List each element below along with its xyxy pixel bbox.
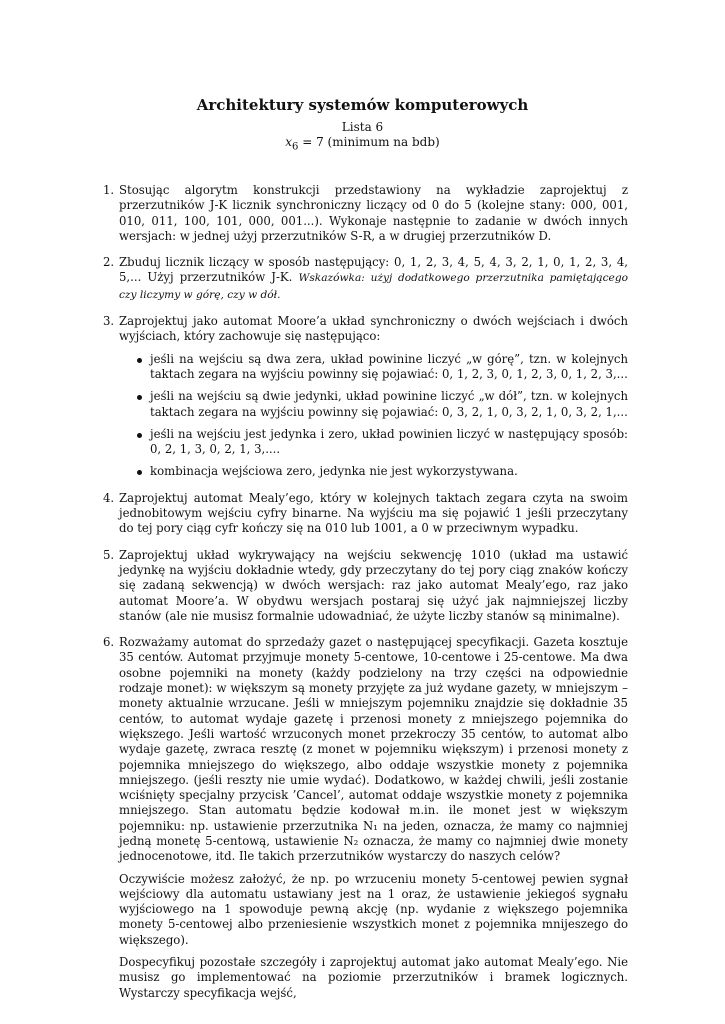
bullet-dot-icon <box>137 395 142 400</box>
problem-item <box>103 491 628 537</box>
problem-number: 2. <box>103 255 115 270</box>
minimum-note <box>0 135 725 152</box>
document-title: Architektury systemów komputerowych <box>196 96 529 114</box>
problem-paragraph: Oczywiście możesz założyć, że np. po wrzuceniu monety 5-centowej pewien sygnał wejściowy dla automatu ustawiany jest na 1 oraz, że ustawienie jekiegoś sygnału wyjściowego na 1 spowoduje pewną akcję (np. wydanie z większego pojemnika monety 5-centowej albo przeniesienie wszystkich monet z pojemnika mnijeszego do większego). <box>119 871 628 947</box>
problem-item <box>103 635 628 1001</box>
problem-number: 1. <box>103 183 115 197</box>
problem-item <box>103 314 628 480</box>
problem-text: Zbuduj licznik liczący w sposób następujący: 0, 1, 2, 3, 4, 5, 4, 3, 2, 1, 0, 1, 2, 3, 4, 5,... Użyj przerzutników J-K. <box>119 255 628 285</box>
variable-subscript: 6 <box>292 141 299 153</box>
bullet-dot-icon <box>137 433 142 438</box>
problem-item <box>103 183 628 244</box>
minimum-note-text: = 7 (minimum na bdb) <box>298 135 440 149</box>
problem-number: 5. <box>103 547 115 562</box>
bullet-item <box>119 427 628 458</box>
problem-item <box>103 255 628 303</box>
problem-number: 6. <box>103 635 115 650</box>
problem-text: Zaprojektuj układ wykrywający na wejściu sekwencję 1010 (układ ma ustawić jedynkę na wyjściu dokładnie wtedy, gdy przeczytany do tej pory ciąg znaków kończy się zadaną sekwencją) w dwóch wersjach: raz jako automat Mealy’ego, raz jako automat Moore’a. W obydwu wersjach postaraj się użyć jak najmniejszej liczby stanów (ale nie musisz formalnie udowadniać, że użyte liczby stanów są minimalne). <box>119 547 628 623</box>
list-label: Lista 6 <box>341 120 384 134</box>
problem-paragraph: Rozważamy automat do sprzedaży gazet o następującej specyfikacji. Gazeta kosztuje 35 centów. Automat przyjmuje monety 5-centowe, 10-centowe i 25-centowe. Ma dwa osobne pojemniki na monety (każdy podzielony na trzy części na odpowiednie rodzaje monet): w większym są monety przyjęte za już wydane gazety, w mniejszym – monety aktualnie wrzucane. Jeśli w mniejszym pojemniku znajdzie się dokładnie 35 centów, to automat wydaje gazetę i przenosi monety z mniejszego pojemnika do większego. Jeśli wartość wrzuconych monet przekroczy 35 centów, to automat albo wydaje gazetę, zwraca resztę (z monet w pojemniku większym) i przenosi monety z pojemnika mniejszego do większego, albo oddaje wszystkie monety z pojemnika mniejszego. (jeśli reszty nie umie wydać). Dodatkowo, w każdej chwili, jeśli zostanie wciśnięty specjalny przycisk ’Cancel’, automat oddaje wszystkie monety z pojemnika mniejszego. Stan automatu będzie kodował m.in. ile monet jest w większym pojemniku: np. ustawienie przerzutnika N₁ na jeden, oznacza, że mamy co najmniej jedną monetę 5-centową, ustawienie N₂ oznacza, że mamy co najmniej dwie monety jednocenotowe, itd. Ile takich przerzutników wystarczy do naszych celów? <box>119 635 628 864</box>
problem-text: Zaprojektuj jako automat Moore’a układ synchroniczny o dwóch wejściach i dwóch wyjściach, który zachowuje się następująco: <box>119 314 628 344</box>
variable: x <box>285 135 293 149</box>
bullet-item <box>119 464 628 479</box>
problem-hint: Wskazówka: użyj dodatkowego przerzutnika pamiętającego czy liczymy w górę, czy w dół. <box>119 272 628 301</box>
bullet-text: jeśli na wejściu są dwa zera, układ powinine liczyć „w górę”, tzn. w kolejnych taktach zegara na wyjściu powinny się pojawiać: 0, 1, 2, 3, 0, 1, 2, 3, 0, 1, 2, 3,... <box>150 351 628 381</box>
bullet-list <box>119 352 628 480</box>
bullet-text: jeśli na wejściu jest jedynka i zero, układ powinien liczyć w następujący sposób: 0, 2, 1, 3, 0, 2, 1, 3,.... <box>150 426 628 457</box>
problem-text: Zaprojektuj automat Mealy’ego, który w kolejnych taktach zegara czyta na swoim jednobitowym wejściu cyfry binarne. Na wyjściu ma się pojawić 1 jeśli przeczytany do tej pory ciąg cyfr kończy się na 010 lub 1001, a 0 w przeciwnym wypadku. <box>119 490 628 536</box>
problem-text-with-hint <box>119 255 628 303</box>
bullet-text: kombinacja wejściowa zero, jedynka nie jest wykorzystywana. <box>150 464 518 479</box>
bullet-dot-icon <box>137 470 142 475</box>
problem-paragraph: Dospecyfikuj pozostałe szczegóły i zaprojektuj automat jako automat Mealy’ego. Nie musisz go implementować na poziomie przerzutników i bramek logicznych. Wystarczy specyfikacja wejść, <box>119 955 628 1000</box>
bullet-dot-icon <box>137 358 142 363</box>
bullet-item <box>119 389 628 420</box>
bullet-item <box>119 352 628 383</box>
problem-number: 4. <box>103 490 115 505</box>
bullet-text: jeśli na wejściu są dwie jedynki, układ powinine liczyć „w dół”, tzn. w kolejnych taktach zegara na wyjściu powinny się pojawiać: 0, 3, 2, 1, 0, 3, 2, 1, 0, 3, 2, 1,... <box>150 389 628 419</box>
problem-number: 3. <box>103 314 115 329</box>
problem-text: Stosując algorytm konstrukcji przedstawiony na wykładzie zaprojektuj z przerzutników J-K licznik synchroniczny liczący od 0 do 5 (kolejne stany: 000, 001, 010, 011, 100, 101, 000, 001...). Wykonaje następnie to zadanie w dwóch innych wersjach: w jednej użyj przerzutników S-R, a w drugiej przerzutników D. <box>119 183 628 243</box>
problem-item <box>103 548 628 624</box>
problem-list <box>103 183 628 1012</box>
